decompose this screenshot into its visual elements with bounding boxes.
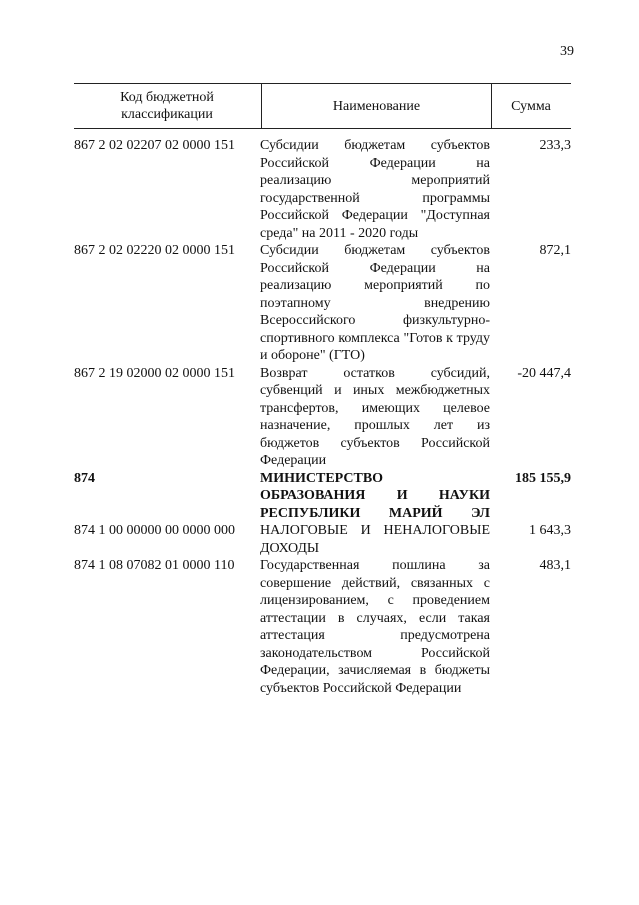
table-row-ministry: [74, 470, 571, 523]
table-row: [74, 557, 571, 697]
item-amount: 233,3: [539, 138, 571, 153]
item-name: Субсидии бюджетам субъектов Российской Федерации на реализацию мероприятий по поэтапному внедрению Всероссийского физкультурно-спортивного комплекса "Готов к труду и обороне" (ГТО): [260, 243, 490, 363]
header-amount-column: Сумма: [511, 98, 551, 114]
page-number: 39: [560, 44, 574, 59]
table-row: [74, 242, 571, 365]
header-code-column: Код бюджетной классификации: [120, 90, 214, 122]
header-name-column: Наименование: [261, 84, 492, 128]
item-amount: 483,1: [539, 558, 571, 573]
budget-code: 867 2 19 02000 02 0000 151: [74, 365, 235, 381]
budget-code: 874 1 08 07082 01 0000 110: [74, 558, 235, 573]
table-body: [74, 137, 571, 697]
table-row: [74, 365, 571, 470]
item-amount: 185 155,9: [515, 470, 571, 486]
table-header: [74, 83, 571, 129]
item-name: Государственная пошлина за совершение действий, связанных с лицензированием, с проведением аттестации в случаях, если такая аттестация предусмотрена законодательством Российской Федерации, зачисляемая в бюджеты субъектов Российской Федерации: [260, 558, 490, 696]
item-name: Субсидии бюджетам субъектов Российской Федерации на реализацию мероприятий государственной программы Российской Федерации "Доступная среда" на 2011 - 2020 годы: [260, 138, 490, 241]
item-name: Возврат остатков субсидий, субвенций и иных межбюджетных трансфертов, имеющих целевое назначение, прошлых лет из бюджетов субъектов Российской Федерации: [260, 365, 490, 468]
budget-code: 874 1 00 00000 00 0000 000: [74, 523, 235, 538]
item-amount: -20 447,4: [517, 365, 571, 381]
table-row: [74, 522, 571, 557]
item-name: МИНИСТЕРСТВО ОБРАЗОВАНИЯ И НАУКИ РЕСПУБЛИКИ МАРИЙ ЭЛ: [260, 470, 490, 521]
budget-code: 867 2 02 02207 02 0000 151: [74, 138, 235, 153]
budget-code: 867 2 02 02220 02 0000 151: [74, 243, 235, 258]
table-row: [74, 137, 571, 242]
item-amount: 1 643,3: [529, 523, 571, 538]
item-name: НАЛОГОВЫЕ И НЕНАЛОГОВЫЕ ДОХОДЫ: [260, 523, 490, 556]
item-amount: 872,1: [539, 243, 571, 258]
budget-code: 874: [74, 470, 95, 486]
